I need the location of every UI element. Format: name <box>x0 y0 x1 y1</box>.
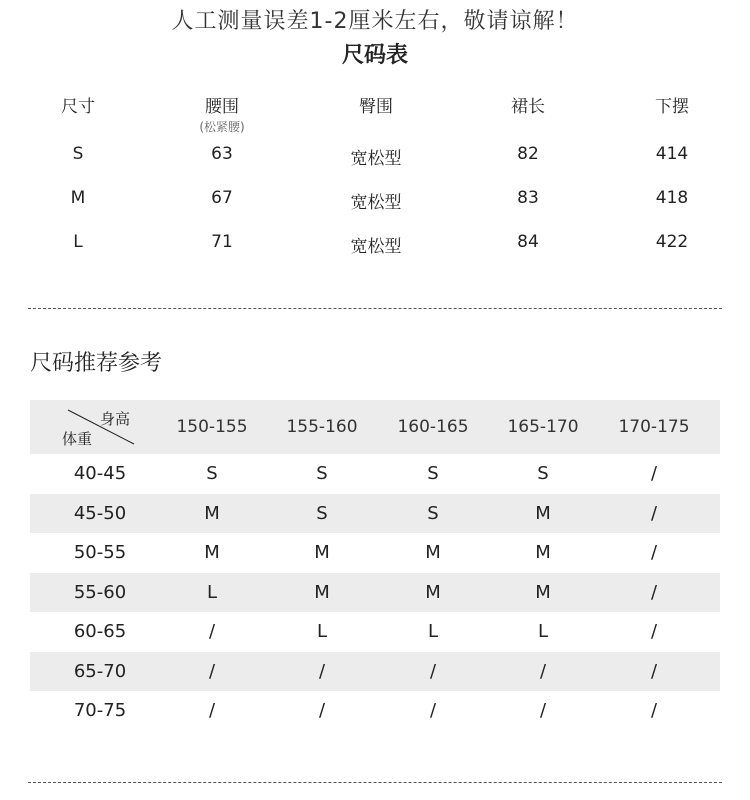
weight-range-cell: 40-45 <box>73 463 127 485</box>
recommend-row <box>30 573 720 613</box>
size-chart-header: 裙长 <box>511 97 545 117</box>
size-chart-title: 尺码表 <box>341 43 408 68</box>
recommended-size-cell: / <box>650 660 658 682</box>
recommended-size-cell: / <box>650 700 658 722</box>
size-chart-cell: S <box>72 144 84 164</box>
recommended-size-cell: / <box>318 700 326 722</box>
weight-range-cell: 60-65 <box>73 621 127 643</box>
height-range-header: 165-170 <box>507 417 579 437</box>
size-chart-header: 尺寸 <box>61 97 95 117</box>
size-chart-cell: 418 <box>655 188 689 208</box>
recommended-size-cell: M <box>314 542 330 564</box>
recommended-size-cell: L <box>537 621 549 643</box>
dashed-divider <box>28 308 722 309</box>
height-range-header: 155-160 <box>286 417 358 437</box>
recommended-size-cell: M <box>204 542 220 564</box>
recommend-row <box>30 612 720 652</box>
height-range-header: 150-155 <box>176 417 248 437</box>
size-chart-cell: 422 <box>655 232 689 252</box>
recommended-size-cell: S <box>427 502 439 524</box>
waist-note: (松紧腰) <box>199 120 245 134</box>
size-chart-cell: L <box>73 232 83 252</box>
size-chart-cell: M <box>70 188 86 208</box>
size-chart-cell: 414 <box>655 144 689 164</box>
recommended-size-cell: / <box>539 700 547 722</box>
recommended-size-cell: / <box>650 502 658 524</box>
recommended-size-cell: / <box>650 621 658 643</box>
recommended-size-cell: M <box>535 581 551 603</box>
recommend-row <box>30 652 720 692</box>
size-chart-cell: 67 <box>211 188 233 208</box>
recommended-size-cell: / <box>208 621 216 643</box>
recommended-size-cell: S <box>427 463 439 485</box>
size-chart-cell: 宽松型 <box>350 149 402 169</box>
size-chart-table <box>0 92 750 276</box>
recommended-size-cell: M <box>204 502 220 524</box>
recommended-size-cell: / <box>208 700 216 722</box>
recommended-size-cell: S <box>537 463 549 485</box>
recommended-size-cell: M <box>535 502 551 524</box>
recommended-size-cell: / <box>650 542 658 564</box>
recommended-size-cell: / <box>650 463 658 485</box>
recommend-row <box>30 533 720 573</box>
recommend-row <box>30 454 720 494</box>
recommend-title: 尺码推荐参考 <box>30 351 163 376</box>
size-chart-cell: 63 <box>211 144 233 164</box>
size-chart-cell: 宽松型 <box>350 237 402 257</box>
recommend-row <box>30 691 720 731</box>
height-range-header: 170-175 <box>618 417 690 437</box>
recommended-size-cell: L <box>427 621 439 643</box>
dashed-divider <box>28 782 722 783</box>
height-label: 身高 <box>100 410 131 428</box>
size-chart-row <box>0 188 750 232</box>
recommend-row <box>30 494 720 534</box>
recommended-size-cell: / <box>539 660 547 682</box>
weight-range-cell: 65-70 <box>73 660 127 682</box>
size-chart-cell: 宽松型 <box>350 193 402 213</box>
size-chart-row <box>0 232 750 276</box>
recommended-size-cell: / <box>429 700 437 722</box>
recommended-size-cell: M <box>535 542 551 564</box>
recommended-size-cell: S <box>206 463 218 485</box>
recommended-size-cell: / <box>208 660 216 682</box>
weight-range-cell: 45-50 <box>73 502 127 524</box>
size-chart-cell: 71 <box>211 232 233 252</box>
recommended-size-cell: M <box>314 581 330 603</box>
recommended-size-cell: L <box>316 621 328 643</box>
measurement-notice: 人工测量误差1-2厘米左右，敬请谅解！ <box>171 9 579 34</box>
recommended-size-cell: S <box>316 502 328 524</box>
size-recommend-table <box>30 400 720 731</box>
recommended-size-cell: S <box>316 463 328 485</box>
height-range-header: 160-165 <box>397 417 469 437</box>
size-chart-header: 下摆 <box>655 97 689 117</box>
recommended-size-cell: / <box>650 581 658 603</box>
recommend-header-row <box>30 400 720 454</box>
weight-label: 体重 <box>62 430 93 448</box>
size-chart-cell: 83 <box>517 188 539 208</box>
size-chart-header: 腰围 <box>205 97 239 117</box>
weight-range-cell: 70-75 <box>73 700 127 722</box>
size-chart-cell: 82 <box>517 144 539 164</box>
size-chart-header: 臀围 <box>359 97 393 117</box>
size-chart-header-row <box>0 92 750 144</box>
size-chart-row <box>0 144 750 188</box>
size-chart-cell: 84 <box>517 232 539 252</box>
recommended-size-cell: L <box>206 581 218 603</box>
recommended-size-cell: M <box>425 542 441 564</box>
weight-range-cell: 50-55 <box>73 542 127 564</box>
corner-cell <box>30 400 140 454</box>
recommended-size-cell: M <box>425 581 441 603</box>
recommended-size-cell: / <box>318 660 326 682</box>
weight-range-cell: 55-60 <box>73 581 127 603</box>
recommended-size-cell: / <box>429 660 437 682</box>
